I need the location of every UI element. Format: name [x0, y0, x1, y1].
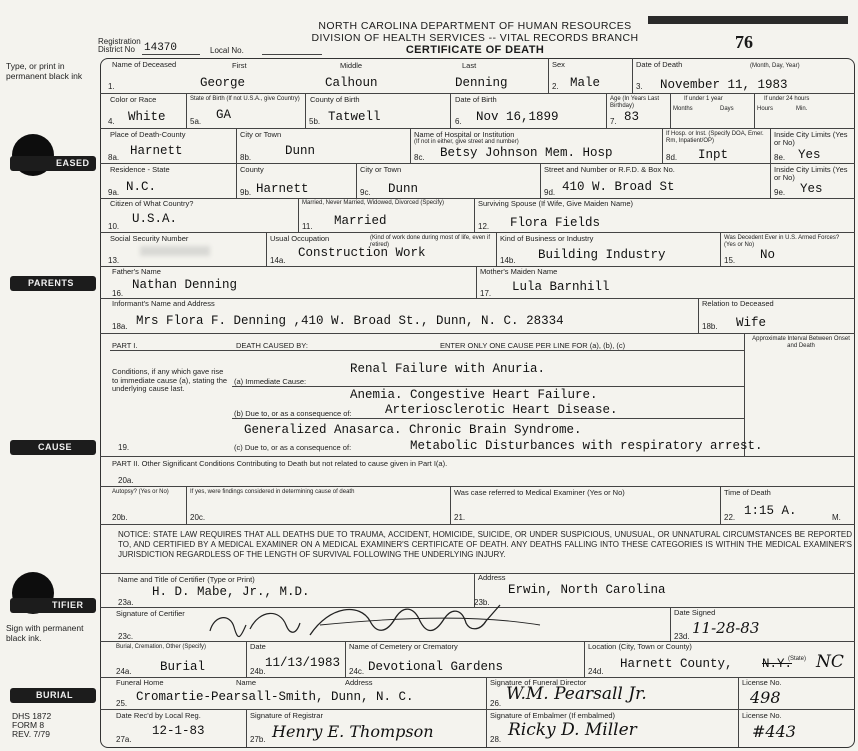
- div-under1: [670, 93, 671, 128]
- label-cemetery: Name of Cemetery or Crematory: [349, 642, 458, 651]
- div-interval: [744, 333, 745, 456]
- label-last: Last: [462, 61, 477, 70]
- rule-5: [100, 232, 855, 233]
- tab-parents: PARENTS: [10, 276, 96, 291]
- div-relation: [698, 298, 699, 333]
- label-citizen: Citizen of What Country?: [110, 199, 194, 208]
- label-race: Color or Race: [110, 95, 157, 104]
- value-armed-forces: No: [760, 248, 776, 262]
- div-burial-date: [246, 641, 247, 677]
- label-location-state: (State): [788, 656, 807, 662]
- value-race: White: [128, 110, 166, 124]
- num-22: 22.: [724, 513, 736, 522]
- value-last-name: Denning: [455, 76, 508, 90]
- div-dod: [632, 58, 633, 93]
- div-funeral-director: [486, 677, 487, 709]
- label-occupation-sub: (Kind of work done during most of life, even if retired): [370, 235, 491, 248]
- num-9c: 9c.: [360, 188, 371, 197]
- value-spouse: Flora Fields: [510, 216, 601, 230]
- label-part2: PART II. Other Significant Conditions Contributing to Death but not related to cause given in Part I(a).: [112, 459, 448, 468]
- num-25: 25.: [116, 699, 128, 708]
- num-8a: 8a.: [108, 153, 120, 162]
- value-location: Harnett County,: [620, 657, 733, 671]
- label-fh-name: Name: [236, 678, 257, 687]
- num-5a: 5a.: [190, 117, 202, 126]
- label-registrar: Signature of Registrar: [250, 711, 323, 720]
- num-23d: 23d.: [674, 632, 690, 641]
- rule-6: [100, 266, 855, 267]
- num-20a: 20a.: [118, 476, 134, 485]
- value-mother: Lula Barnhill: [512, 280, 610, 294]
- label-signature-certifier: Signature of Certifier: [116, 609, 185, 618]
- div-state-birth: [186, 93, 187, 128]
- div-city: [236, 128, 237, 163]
- rule-cause-b: [232, 418, 744, 419]
- div-sex: [548, 58, 549, 93]
- label-under24: If under 24 hours: [764, 96, 810, 102]
- value-inside-city: Yes: [798, 148, 821, 162]
- num-6: 6.: [455, 117, 462, 126]
- div-spouse: [474, 198, 475, 232]
- label-time-of-death: Time of Death: [724, 488, 771, 497]
- rule-9: [100, 456, 855, 457]
- rule-11: [100, 524, 855, 525]
- label-state-birth: State of Birth (If not U.S.A., give Country): [190, 96, 300, 102]
- value-date-of-death: November 11, 1983: [660, 78, 788, 92]
- div-res-street: [540, 163, 541, 198]
- label-armed-forces: Was Decedent Ever in U.S. Armed Forces? (Yes or No): [724, 235, 840, 248]
- num-23c: 23c.: [118, 632, 134, 641]
- div-dob: [450, 93, 451, 128]
- value-death-county: Harnett: [130, 144, 183, 158]
- num-7: 7.: [610, 117, 617, 126]
- label-ssn: Social Security Number: [110, 234, 189, 243]
- num-12: 12.: [478, 222, 490, 231]
- sign-note: Sign with permanent black ink.: [6, 623, 84, 643]
- num-23a: 23a.: [118, 598, 134, 607]
- num-5b: 5b.: [309, 117, 321, 126]
- label-spouse: Surviving Spouse (If Wife, Give Maiden Name): [478, 199, 634, 208]
- num-24a: 24a.: [116, 667, 132, 676]
- label-city: City or Town: [240, 130, 282, 139]
- value-relation: Wife: [736, 316, 767, 330]
- num-14a: 14a.: [270, 256, 286, 265]
- label-name: Name of Deceased: [112, 60, 177, 69]
- value-burial: Burial: [160, 660, 206, 674]
- div-location: [584, 641, 585, 677]
- value-age: 83: [624, 110, 640, 124]
- num-17: 17.: [480, 289, 492, 298]
- num-8e: 8e.: [774, 153, 786, 162]
- value-sex: Male: [570, 76, 601, 90]
- num-18a: 18a.: [112, 322, 128, 331]
- num-13: 13.: [108, 256, 120, 265]
- label-res-state: Residence - State: [110, 165, 170, 174]
- tab-burial: BURIAL: [10, 688, 96, 703]
- value-state-birth: GA: [216, 108, 232, 122]
- label-part1: PART I.: [112, 341, 138, 350]
- value-county-birth: Tatwell: [328, 110, 381, 124]
- div-county-birth: [305, 93, 306, 128]
- registration-label: Registration District No: [98, 37, 141, 54]
- label-burial-date: Date: [250, 642, 266, 651]
- label-under1: If under 1 year: [684, 96, 723, 102]
- num-16: 16.: [112, 289, 124, 298]
- redaction-bar: [648, 16, 848, 24]
- value-time-m: M.: [832, 513, 841, 522]
- value-funeral-director-sig: W.M. Pearsall Jr.: [506, 684, 647, 704]
- value-cemetery: Devotional Gardens: [368, 660, 504, 674]
- label-res-city: City or Town: [360, 165, 402, 174]
- rule-3: [100, 163, 855, 164]
- num-26: 26.: [490, 699, 502, 708]
- value-marital: Married: [334, 214, 387, 228]
- num-9a: 9a.: [108, 188, 120, 197]
- label-hours: Hours: [757, 106, 774, 112]
- div-res-city: [356, 163, 357, 198]
- rule-8: [100, 333, 855, 334]
- label-due-c: (c) Due to, or as a consequence of:: [234, 443, 352, 452]
- label-street: Street and Number or R.F.D. & Box No.: [544, 165, 675, 174]
- div-hospital: [410, 128, 411, 163]
- label-immediate: (a) Immediate Cause:: [234, 377, 307, 386]
- tab-deceased: EASED: [10, 156, 96, 171]
- label-father: Father's Name: [112, 267, 161, 276]
- label-hospital: Name of Hospital or Institution: [414, 130, 515, 139]
- value-certifier-address: Erwin, North Carolina: [508, 583, 666, 597]
- value-registrar-sig: Henry E. Thompson: [272, 722, 434, 741]
- label-conditions: Conditions, if any which gave rise to immediate cause (a), stating the underlying cause last.: [112, 367, 228, 393]
- div-armed: [720, 232, 721, 266]
- div-date-signed: [670, 607, 671, 641]
- value-first-name: George: [200, 76, 246, 90]
- value-cause-a: Renal Failure with Anuria.: [350, 362, 546, 376]
- div-autopsy: [186, 486, 187, 524]
- value-occupation: Construction Work: [298, 246, 426, 260]
- tab-certifier: TIFIER: [10, 598, 96, 613]
- value-res-county: Harnett: [256, 182, 309, 196]
- value-cause-c1: Generalized Anasarca. Chronic Brain Syndrome.: [244, 423, 582, 437]
- label-date-signed: Date Signed: [674, 608, 716, 617]
- num-18b: 18b.: [702, 322, 718, 331]
- num-15: 15.: [724, 256, 736, 265]
- num-11: 11.: [302, 222, 313, 231]
- value-embalmer-sig: Ricky D. Miller: [508, 720, 637, 740]
- label-location: Location (City, Town or County): [588, 642, 692, 651]
- div-mother: [476, 266, 477, 298]
- num-9e: 9e.: [774, 188, 786, 197]
- num-9b: 9b.: [240, 188, 252, 197]
- value-business: Building Industry: [538, 248, 666, 262]
- label-fh-address: Address: [345, 678, 373, 687]
- label-dob: Date of Birth: [455, 95, 497, 104]
- instructions-text: Type, or print in permanent black ink: [6, 61, 83, 81]
- num-23b: 23b.: [474, 598, 490, 607]
- label-certifier-address: Address: [478, 573, 506, 582]
- num-21: 21.: [454, 513, 466, 522]
- div-occupation: [266, 232, 267, 266]
- value-date-recd: 12-1-83: [152, 724, 205, 738]
- div-hosp-status: [662, 128, 663, 163]
- div-under24: [754, 93, 755, 128]
- rule-part1: [110, 350, 744, 351]
- label-death-caused-by: DEATH CAUSED BY:: [236, 341, 308, 350]
- value-time-of-death: 1:15 A.: [744, 504, 797, 518]
- value-cause-b2: Arteriosclerotic Heart Disease.: [385, 403, 618, 417]
- label-place-death: Place of Death-County: [110, 130, 186, 139]
- rule-16: [100, 709, 855, 710]
- value-citizen: U.S.A.: [132, 212, 178, 226]
- value-res-state: N.C.: [126, 180, 157, 194]
- label-informant: Informant's Name and Address: [112, 299, 215, 308]
- value-license-1: 498: [750, 688, 781, 707]
- label-business: Kind of Business or Industry: [500, 234, 594, 243]
- label-middle: Middle: [340, 61, 363, 70]
- num-19: 19.: [118, 443, 130, 452]
- num-24c: 24c.: [349, 667, 365, 676]
- value-date-signed: 11-28-83: [692, 619, 760, 637]
- div-age: [606, 93, 607, 128]
- div-me: [450, 486, 451, 524]
- label-occupation: Usual Occupation: [270, 234, 330, 243]
- div-res-county: [236, 163, 237, 198]
- label-embalmer: Signature of Embalmer (If embalmed): [490, 711, 616, 720]
- form-id: DHS 1872 FORM 8 REV. 7/79: [12, 711, 52, 739]
- label-certifier-name: Name and Title of Certifier (Type or Print): [118, 575, 255, 584]
- label-one-cause: ENTER ONLY ONE CAUSE PER LINE FOR (a), (b), (c): [440, 341, 626, 350]
- label-relation: Relation to Deceased: [702, 299, 774, 308]
- label-autopsy: Autopsy? (Yes or No): [112, 489, 169, 495]
- value-burial-date: 11/13/1983: [265, 656, 341, 670]
- num-27b: 27b.: [250, 735, 266, 744]
- value-funeral-home: Cromartie-Pearsall-Smith, Dunn, N. C.: [136, 690, 414, 704]
- num-14b: 14b.: [500, 256, 516, 265]
- num-2: 2.: [552, 82, 559, 91]
- value-license-2: #443: [752, 722, 796, 741]
- rule-10: [100, 486, 855, 487]
- div-registrar: [246, 709, 247, 747]
- label-medical-examiner: Was case referred to Medical Examiner (Yes or No): [454, 488, 625, 497]
- value-res-inside: Yes: [800, 182, 823, 196]
- num-8d: 8d.: [666, 153, 678, 162]
- num-1: 1.: [108, 82, 115, 91]
- num-8c: 8c.: [414, 153, 425, 162]
- label-first: First: [232, 61, 247, 70]
- value-hospital: Betsy Johnson Mem. Hosp: [440, 146, 613, 160]
- value-location-state: NC: [816, 652, 844, 672]
- registration-underline: [142, 54, 200, 55]
- div-time: [720, 486, 721, 524]
- label-date-recd: Date Rec'd by Local Reg.: [116, 711, 201, 720]
- label-license-2: License No.: [742, 711, 782, 720]
- label-autopsy-findings: If yes, were findings considered in determining cause of death: [190, 489, 355, 495]
- rule-1: [100, 93, 855, 94]
- label-res-county: County: [240, 165, 264, 174]
- certificate-number: 76: [735, 32, 753, 52]
- value-cause-b1: Anemia. Congestive Heart Failure.: [350, 388, 598, 402]
- value-father: Nathan Denning: [132, 278, 238, 292]
- label-sex: Sex: [552, 60, 565, 69]
- num-27a: 27a.: [116, 735, 132, 744]
- div-inside: [770, 128, 771, 198]
- num-20c: 20c.: [190, 513, 206, 522]
- notice-text: NOTICE: STATE LAW REQUIRES THAT ALL DEATHS DUE TO TRAUMA, ACCIDENT, HOMICIDE, SUICIDE, OR UNDER SUSPICIOUS, UNUSUAL, OR UNNATURAL CIRCUMSTANCES BE REPORTED TO, AND CERTIFIED BY A MEDICAL EXAMINER ON A MEDICAL EXAMINER'S CERTIFICATE OF DEATH. ANY DEATHS FALLING INTO THESE CATEGORIES IS WITHIN THE MEDICAL EXAMINER'S JURISDICTION REGARDLESS OF THE LENGTH OF SURVIVAL FOLLOWING THE UNDERLYING INJURY.: [118, 530, 852, 559]
- div-business: [496, 232, 497, 266]
- rule-cause-a: [232, 386, 744, 387]
- value-res-street: 410 W. Broad St: [562, 180, 675, 194]
- label-age: Age (In Years Last Birthday): [610, 96, 660, 109]
- tab-cause: CAUSE: [10, 440, 96, 455]
- header-division: DIVISION OF HEALTH SERVICES -- VITAL RECORDS BRANCH: [311, 32, 639, 44]
- header-department: NORTH CAROLINA DEPARTMENT OF HUMAN RESOURCES: [318, 20, 632, 32]
- num-24b: 24b.: [250, 667, 266, 676]
- local-no-label: Local No.: [210, 46, 244, 55]
- label-license-1: License No.: [742, 678, 782, 687]
- value-cause-c2: Metabolic Disturbances with respiratory arrest.: [410, 439, 763, 453]
- value-location-state-struck: N.Y.: [762, 657, 793, 671]
- label-min: Min.: [796, 106, 808, 112]
- label-mother: Mother's Maiden Name: [480, 267, 558, 276]
- label-marital: Married, Never Married, Widowed, Divorced (Specify): [302, 200, 445, 206]
- value-res-city: Dunn: [388, 182, 419, 196]
- label-hospital-sub: (If not in either, give street and number): [414, 139, 519, 145]
- value-middle-name: Calhoun: [325, 76, 378, 90]
- value-certifier: H. D. Mabe, Jr., M.D.: [152, 585, 310, 599]
- certifier-signature: [200, 595, 570, 643]
- label-inside-city: Inside City Limits (Yes or No): [774, 130, 848, 147]
- label-res-inside: Inside City Limits (Yes or No): [774, 165, 848, 182]
- value-informant: Mrs Flora F. Denning ,410 W. Broad St., Dunn, N. C. 28334: [136, 314, 564, 328]
- num-28: 28.: [490, 735, 502, 744]
- div-embalmer: [486, 709, 487, 747]
- value-dob: Nov 16,1899: [476, 110, 559, 124]
- registration-number: 14370: [144, 42, 178, 54]
- div-cemetery: [345, 641, 346, 677]
- ssn-redacted: [140, 246, 210, 256]
- rule-2: [100, 128, 855, 129]
- value-death-city: Dunn: [285, 144, 316, 158]
- label-dod-fmt: (Month, Day, Year): [750, 63, 800, 69]
- num-3: 3.: [636, 82, 643, 91]
- num-24d: 24d.: [588, 667, 604, 676]
- label-due-b: (b) Due to, or as a consequence of:: [234, 409, 352, 418]
- num-10: 10.: [108, 222, 120, 231]
- label-funeral-director: Signature of Funeral Director: [490, 678, 587, 687]
- label-county-birth: County of Birth: [310, 95, 360, 104]
- num-4: 4.: [108, 117, 115, 126]
- header-title: CERTIFICATE OF DEATH: [405, 44, 545, 56]
- value-hosp-status: Inpt: [698, 148, 729, 162]
- local-no-underline: [262, 54, 322, 55]
- label-hosp-status: If Hosp. or Inst. (Specify DOA, Emer. Rm, Inpatient/OP): [666, 131, 764, 144]
- label-funeral-home: Funeral Home: [116, 678, 164, 687]
- label-burial: Burial, Cremation, Other (Specify): [116, 644, 207, 650]
- num-9d: 9d.: [544, 188, 556, 197]
- label-interval: Approximate Interval Between Onset and Death: [752, 336, 850, 349]
- label-days: Days: [720, 106, 734, 112]
- div-license: [738, 677, 739, 747]
- num-8b: 8b.: [240, 153, 252, 162]
- div-marital: [298, 198, 299, 232]
- label-dod: Date of Death: [636, 60, 683, 69]
- label-months: Months: [673, 106, 693, 112]
- num-20b: 20b.: [112, 513, 128, 522]
